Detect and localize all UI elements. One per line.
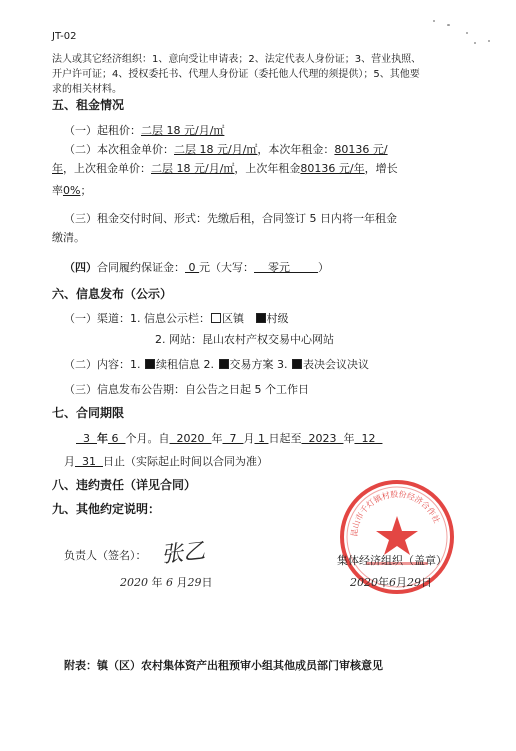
signatory-signature: 张乙 bbox=[160, 538, 207, 569]
term-line2-suffix: 日止（实际起止时间以合同为准） bbox=[102, 455, 268, 468]
payment-line1: （三）租金交付时间、形式：先缴后租，合同签订 5 日内将一年租金 bbox=[64, 212, 397, 225]
scan-speck bbox=[433, 20, 435, 22]
plan-checkbox-icon bbox=[219, 359, 229, 369]
payment-line2: 缴清。 bbox=[52, 231, 85, 244]
org-date-year: 2020 bbox=[350, 576, 378, 589]
scan-speck bbox=[447, 24, 450, 26]
term-to-day: 31 bbox=[75, 455, 103, 468]
signatory-label: 负责人（签名）： bbox=[64, 549, 147, 562]
channel-label: （一）渠道：1. 信息公示栏： bbox=[64, 312, 210, 325]
channel-town: 区镇 bbox=[222, 312, 244, 325]
deposit-line bbox=[64, 259, 329, 275]
term-line2-prefix: 月 bbox=[64, 455, 75, 468]
prev-price-line bbox=[52, 160, 398, 176]
term-years: 3 bbox=[76, 432, 97, 445]
term-from-month-unit: 月 bbox=[243, 432, 255, 445]
appendix-note: 附表：镇（区）农村集体资产出租预审小组其他成员部门审核意见 bbox=[64, 659, 383, 672]
term-from-month: 7 bbox=[222, 432, 244, 445]
term-line1 bbox=[76, 430, 382, 446]
sign-date-day-text: 日 bbox=[201, 576, 213, 589]
org-date bbox=[350, 574, 432, 590]
term-to-year: 2023 bbox=[301, 432, 344, 445]
prev-price-label: ，上次租金单价： bbox=[63, 162, 151, 175]
content-label: （二）内容：1. bbox=[64, 358, 144, 371]
current-annual-rent-cont: 年 bbox=[52, 162, 63, 175]
section-publish-title: 六、信息发布（公示） bbox=[52, 287, 173, 301]
growth-line bbox=[52, 182, 91, 198]
form-code: JT-02 bbox=[52, 31, 77, 42]
deposit-text2: 元（大写： bbox=[199, 261, 254, 274]
term-line2 bbox=[64, 453, 268, 469]
scan-speck bbox=[488, 40, 490, 42]
term-years-unit: 年 bbox=[97, 432, 108, 445]
growth-rate: 0% bbox=[63, 184, 81, 197]
content-item2: 交易方案 3. bbox=[229, 358, 291, 371]
org-date-year-text: 年 bbox=[378, 576, 389, 589]
term-months-unit: 个月。自 bbox=[125, 432, 170, 445]
prev-annual-rent: 80136 元/年 bbox=[300, 162, 365, 175]
sign-date-day: 29 bbox=[187, 576, 202, 589]
section-other-title: 九、其他约定说明： bbox=[52, 502, 161, 516]
sign-date bbox=[120, 574, 213, 590]
section-rent-title: 五、租金情况 bbox=[52, 98, 125, 112]
sign-date-year-text: 年 bbox=[151, 576, 163, 589]
term-from-day-unit: 日起至 bbox=[268, 432, 302, 445]
applicant-docs-line1: 法人或其它经济组织：1、意向受让申请表；2、法定代表人身份证；3、营业执照、 bbox=[52, 54, 422, 65]
channel-line bbox=[64, 310, 289, 326]
growth-suffix: ； bbox=[80, 184, 92, 197]
org-date-day-text: 日 bbox=[421, 576, 432, 589]
channel-web: 2. 网站：昆山农村产权交易中心网站 bbox=[155, 333, 334, 346]
org-date-month: 6 bbox=[389, 576, 396, 589]
scan-speck bbox=[466, 32, 468, 34]
sign-date-month-text: 月 bbox=[176, 576, 188, 589]
current-annual-rent: 80136 元/ bbox=[334, 143, 388, 156]
term-months: 6 bbox=[108, 432, 126, 445]
prev-unit-price: 二层 18 元/月/㎡ bbox=[151, 162, 235, 175]
term-to-year-unit: 年 bbox=[343, 432, 355, 445]
renewal-checkbox-icon bbox=[145, 359, 155, 369]
resolution-checkbox-icon bbox=[292, 359, 302, 369]
deposit-text1: 合同履约保证金： bbox=[97, 261, 185, 274]
org-seal-label: 集体经济组织（盖章） bbox=[337, 554, 447, 567]
prev-mid-text: ，上次年租金 bbox=[234, 162, 301, 175]
town-checkbox-icon bbox=[211, 313, 221, 323]
section-term-title: 七、合同期限 bbox=[52, 406, 125, 420]
scan-speck bbox=[474, 42, 476, 44]
start-price-line bbox=[64, 122, 224, 138]
term-to-month: 12 bbox=[354, 432, 383, 445]
term-from-year: 2020 bbox=[169, 432, 212, 445]
publish-period: （三）信息发布公告期：自公告之日起 5 个工作日 bbox=[64, 383, 309, 396]
content-item3: 表决会议决议 bbox=[303, 358, 369, 371]
org-date-month-text: 月 bbox=[396, 576, 407, 589]
sign-date-month: 6 bbox=[166, 576, 173, 589]
content-line bbox=[64, 356, 369, 372]
svg-text:昆山市千灯镇村股份经济合作社: 昆山市千灯镇村股份经济合作社 bbox=[349, 489, 442, 538]
village-checkbox-icon bbox=[256, 313, 266, 323]
term-from-year-unit: 年 bbox=[211, 432, 223, 445]
section-breach-title: 八、违约责任（详见合同） bbox=[52, 478, 197, 492]
current-price-label: （二）本次租金单价： bbox=[64, 143, 174, 156]
deposit-amount: 0 bbox=[185, 261, 199, 274]
term-from-day: 1 bbox=[254, 432, 269, 445]
applicant-docs-line3: 求的相关材料。 bbox=[52, 84, 122, 95]
start-price-value: 二层 18 元/月/㎡ bbox=[141, 124, 225, 137]
current-unit-price: 二层 18 元/月/㎡ bbox=[174, 143, 258, 156]
deposit-text3: ） bbox=[317, 261, 329, 274]
current-mid-text: ，本次年租金： bbox=[257, 143, 335, 156]
content-item1: 续租信息 2. bbox=[156, 358, 218, 371]
applicant-docs-line2: 开户许可证；4、授权委托书、代理人身份证（委托他人代理的须提供）；5、其他要 bbox=[52, 69, 420, 80]
growth-label: ，增长 bbox=[364, 162, 398, 175]
growth-prefix: 率 bbox=[52, 184, 63, 197]
deposit-label: （四） bbox=[64, 261, 97, 274]
org-date-day: 29 bbox=[407, 576, 421, 589]
current-price-line bbox=[64, 141, 388, 157]
sign-date-year: 2020 bbox=[120, 576, 148, 589]
deposit-upper: 零元 bbox=[254, 261, 318, 274]
channel-village: 村级 bbox=[266, 312, 289, 325]
start-price-label: （一）起租价： bbox=[64, 124, 141, 137]
